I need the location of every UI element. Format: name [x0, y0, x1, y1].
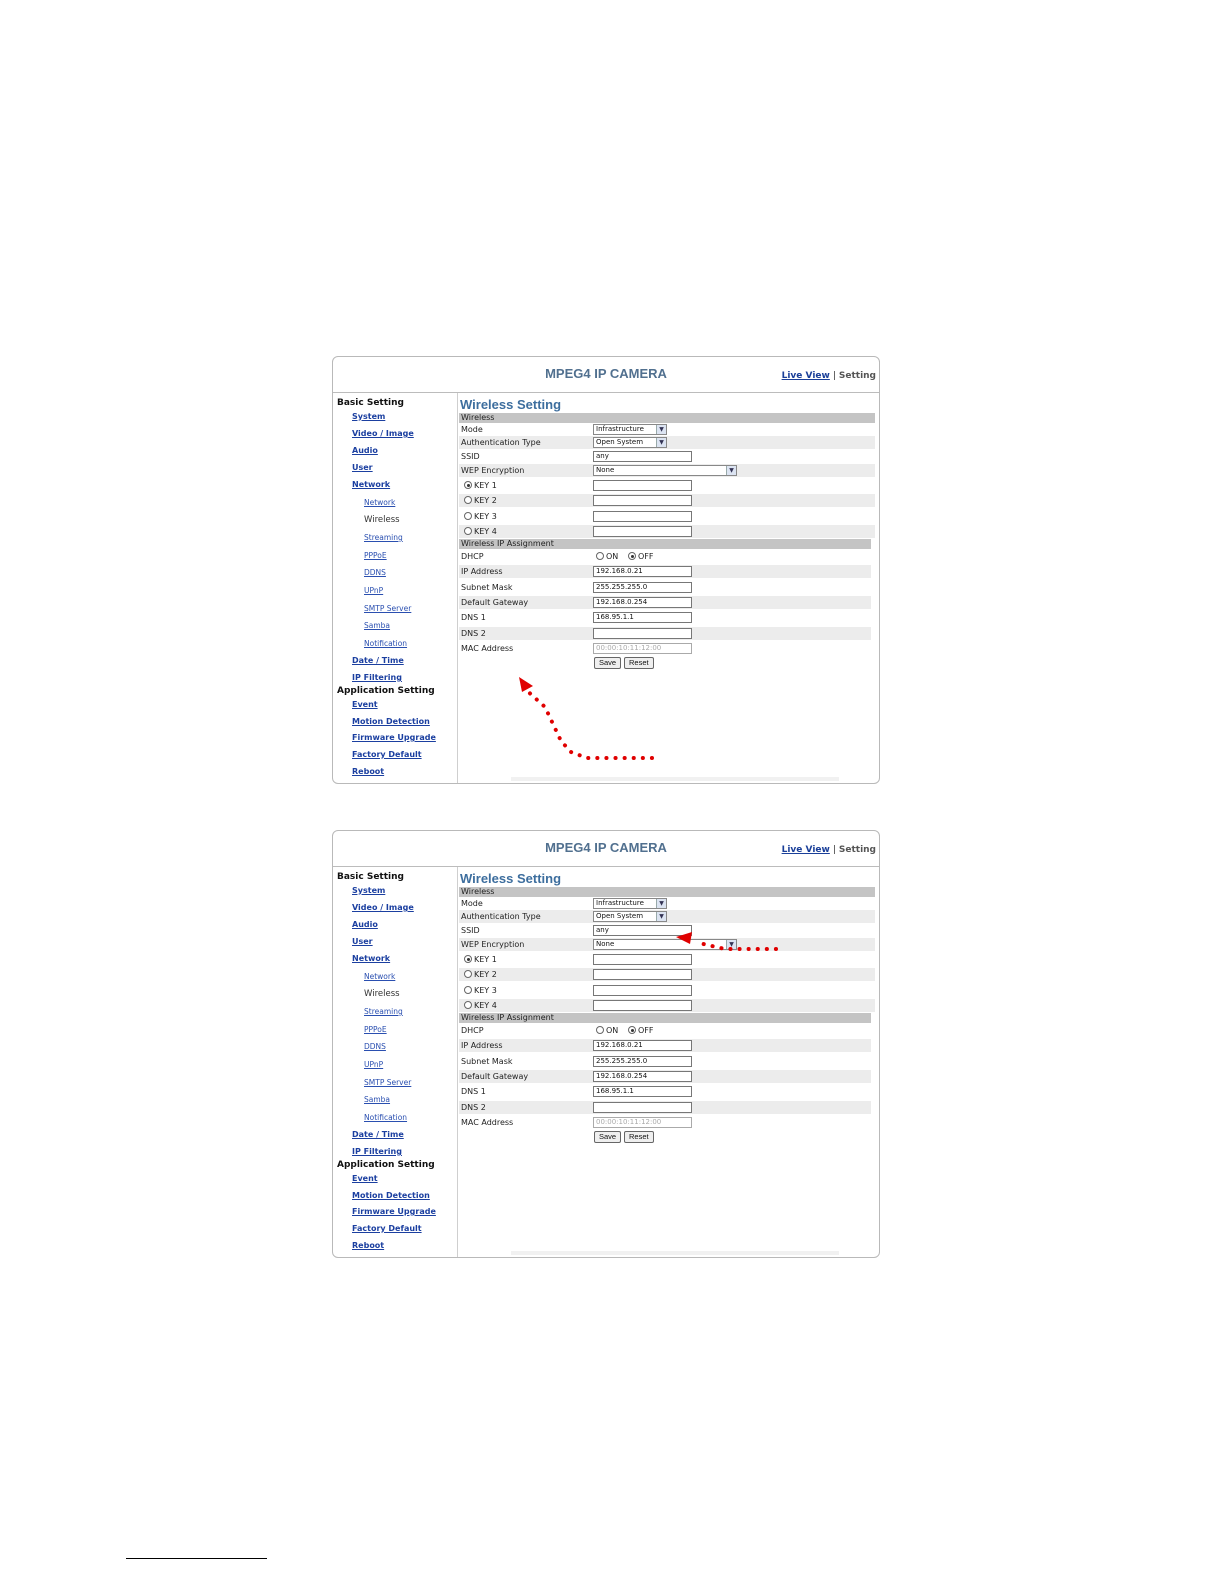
ssid-label: SSID — [461, 926, 480, 935]
sidebar-item-reboot[interactable]: Reboot — [352, 767, 385, 776]
dns2-label: DNS 2 — [461, 1103, 486, 1112]
wep-select-value: None — [596, 940, 615, 948]
application-setting-heading: Application Setting — [337, 1160, 435, 1170]
gateway-input[interactable]: 192.168.0.254 — [593, 597, 692, 608]
mac-label: MAC Address — [461, 644, 514, 653]
ip-label: IP Address — [461, 567, 503, 576]
mode-label: Mode — [461, 899, 483, 908]
sidebar-sub-streaming[interactable]: Streaming — [364, 533, 403, 542]
sidebar-item-ip-filtering[interactable]: IP Filtering — [352, 673, 402, 682]
sidebar-item-event[interactable]: Event — [352, 1174, 378, 1183]
reset-button[interactable]: Reset — [624, 657, 654, 669]
application-setting-heading: Application Setting — [337, 686, 435, 696]
app-title: MPEG4 IP CAMERA — [545, 840, 667, 855]
sidebar-sub-pppoe[interactable]: PPPoE — [364, 1025, 387, 1034]
ssid-input[interactable]: any — [593, 451, 692, 462]
sidebar-sub-wireless[interactable]: Wireless — [364, 989, 400, 999]
ip-assignment-band: Wireless IP Assignment — [459, 1013, 871, 1023]
basic-setting-heading: Basic Setting — [337, 872, 404, 882]
setting-label: Setting — [838, 371, 876, 381]
dhcp-off-label: OFF — [638, 552, 654, 561]
sidebar-sub-ddns[interactable]: DDNS — [364, 1042, 386, 1051]
mac-input: 00:00:10:11:12:00 — [593, 643, 692, 654]
key4-label: KEY 4 — [474, 527, 497, 536]
wireless-section-band: Wireless — [459, 887, 875, 897]
chevron-down-icon: ▼ — [656, 438, 666, 447]
sidebar-item-date-time[interactable]: Date / Time — [352, 1130, 404, 1139]
auth-label: Authentication Type — [461, 438, 541, 447]
dhcp-off-label: OFF — [638, 1026, 654, 1035]
gateway-label: Default Gateway — [461, 598, 529, 607]
sidebar-item-audio[interactable]: Audio — [352, 446, 378, 455]
red-dotted-arrow-icon — [333, 357, 880, 784]
sidebar-item-factory-default[interactable]: Factory Default — [352, 750, 422, 759]
live-view-link[interactable]: Live View — [781, 371, 830, 381]
wep-select-value: None — [596, 466, 615, 474]
sidebar-sub-notification[interactable]: Notification — [364, 1113, 408, 1122]
mode-label: Mode — [461, 425, 483, 434]
chevron-down-icon: ▼ — [656, 425, 666, 434]
chevron-down-icon: ▼ — [726, 466, 736, 475]
sidebar-item-motion-detection[interactable]: Motion Detection — [352, 717, 430, 726]
sidebar-item-audio[interactable]: Audio — [352, 920, 378, 929]
reset-button[interactable]: Reset — [624, 1131, 654, 1143]
mask-input[interactable]: 255.255.255.0 — [593, 1056, 692, 1067]
screenshot-bottom — [332, 830, 880, 1258]
ip-input[interactable]: 192.168.0.21 — [593, 566, 692, 577]
sidebar-sub-wireless[interactable]: Wireless — [364, 515, 400, 525]
sidebar-item-video-image[interactable]: Video / Image — [352, 429, 414, 438]
sidebar-item-user[interactable]: User — [352, 463, 373, 472]
auth-label: Authentication Type — [461, 912, 541, 921]
sidebar-item-network[interactable]: Network — [352, 480, 391, 489]
gateway-input[interactable]: 192.168.0.254 — [593, 1071, 692, 1082]
ssid-label: SSID — [461, 452, 480, 461]
gateway-label: Default Gateway — [461, 1072, 529, 1081]
chevron-down-icon: ▼ — [656, 912, 666, 921]
sidebar-item-firmware-upgrade[interactable]: Firmware Upgrade — [352, 733, 436, 742]
header-separator: | — [832, 845, 836, 855]
mask-input[interactable]: 255.255.255.0 — [593, 582, 692, 593]
sidebar-item-date-time[interactable]: Date / Time — [352, 656, 404, 665]
header-separator: | — [832, 371, 836, 381]
key1-label: KEY 1 — [474, 481, 497, 490]
sidebar-item-system[interactable]: System — [352, 886, 386, 895]
setting-label: Setting — [838, 845, 876, 855]
screenshot-top — [332, 356, 880, 784]
dns1-label: DNS 1 — [461, 613, 486, 622]
sidebar-sub-upnp[interactable]: UPnP — [364, 586, 384, 595]
red-dotted-arrow-icon — [333, 831, 880, 1258]
dns1-label: DNS 1 — [461, 1087, 486, 1096]
chevron-down-icon: ▼ — [656, 899, 666, 908]
sidebar-sub-samba[interactable]: Samba — [364, 1095, 391, 1104]
sidebar-item-event[interactable]: Event — [352, 700, 378, 709]
key2-label: KEY 2 — [474, 496, 497, 505]
auth-select-value: Open System — [596, 912, 644, 920]
dhcp-label: DHCP — [461, 552, 484, 561]
footnote-rule — [126, 1558, 267, 1559]
ip-assignment-band: Wireless IP Assignment — [459, 539, 871, 549]
sidebar-item-video-image[interactable]: Video / Image — [352, 903, 414, 912]
sidebar-item-user[interactable]: User — [352, 937, 373, 946]
dhcp-on-label: ON — [606, 552, 619, 561]
sidebar-item-ip-filtering[interactable]: IP Filtering — [352, 1147, 402, 1156]
sidebar-sub-samba[interactable]: Samba — [364, 621, 391, 630]
mask-label: Subnet Mask — [461, 1057, 513, 1066]
wireless-section-band: Wireless — [459, 413, 875, 423]
sidebar-sub-smtp[interactable]: SMTP Server — [364, 604, 412, 613]
page-title: Wireless Setting — [460, 397, 562, 412]
sidebar-item-motion-detection[interactable]: Motion Detection — [352, 1191, 430, 1200]
mask-label: Subnet Mask — [461, 583, 513, 592]
live-view-link[interactable]: Live View — [781, 845, 830, 855]
key2-label: KEY 2 — [474, 970, 497, 979]
ssid-input[interactable]: any — [593, 925, 692, 936]
key3-label: KEY 3 — [474, 986, 497, 995]
ip-input[interactable]: 192.168.0.21 — [593, 1040, 692, 1051]
basic-setting-heading: Basic Setting — [337, 398, 404, 408]
sidebar-sub-ddns[interactable]: DDNS — [364, 568, 386, 577]
sidebar-sub-smtp[interactable]: SMTP Server — [364, 1078, 412, 1087]
dns2-label: DNS 2 — [461, 629, 486, 638]
sidebar-sub-upnp[interactable]: UPnP — [364, 1060, 384, 1069]
dhcp-label: DHCP — [461, 1026, 484, 1035]
page-title: Wireless Setting — [460, 871, 562, 886]
save-button[interactable]: Save — [594, 1131, 621, 1143]
sidebar-sub-network[interactable]: Network — [364, 972, 396, 981]
sidebar-item-firmware-upgrade[interactable]: Firmware Upgrade — [352, 1207, 436, 1216]
dns1-input[interactable]: 168.95.1.1 — [593, 1086, 692, 1097]
mac-label: MAC Address — [461, 1118, 514, 1127]
sidebar-item-system[interactable]: System — [352, 412, 386, 421]
sidebar-sub-notification[interactable]: Notification — [364, 639, 408, 648]
mode-select-value: Infrastructure — [596, 425, 644, 433]
sidebar-sub-pppoe[interactable]: PPPoE — [364, 551, 387, 560]
sidebar-item-factory-default[interactable]: Factory Default — [352, 1224, 422, 1233]
ip-label: IP Address — [461, 1041, 503, 1050]
wep-label: WEP Encryption — [461, 940, 525, 949]
wep-label: WEP Encryption — [461, 466, 525, 475]
chevron-down-icon: ▼ — [726, 940, 736, 949]
mac-input: 00:00:10:11:12:00 — [593, 1117, 692, 1128]
sidebar-sub-network[interactable]: Network — [364, 498, 396, 507]
sidebar-item-reboot[interactable]: Reboot — [352, 1241, 385, 1250]
app-title: MPEG4 IP CAMERA — [545, 366, 667, 381]
dns1-input[interactable]: 168.95.1.1 — [593, 612, 692, 623]
auth-select-value: Open System — [596, 438, 644, 446]
sidebar-item-network[interactable]: Network — [352, 954, 391, 963]
key3-label: KEY 3 — [474, 512, 497, 521]
sidebar-sub-streaming[interactable]: Streaming — [364, 1007, 403, 1016]
dhcp-on-label: ON — [606, 1026, 619, 1035]
key1-label: KEY 1 — [474, 955, 497, 964]
key4-label: KEY 4 — [474, 1001, 497, 1010]
save-button[interactable]: Save — [594, 657, 621, 669]
mode-select-value: Infrastructure — [596, 899, 644, 907]
